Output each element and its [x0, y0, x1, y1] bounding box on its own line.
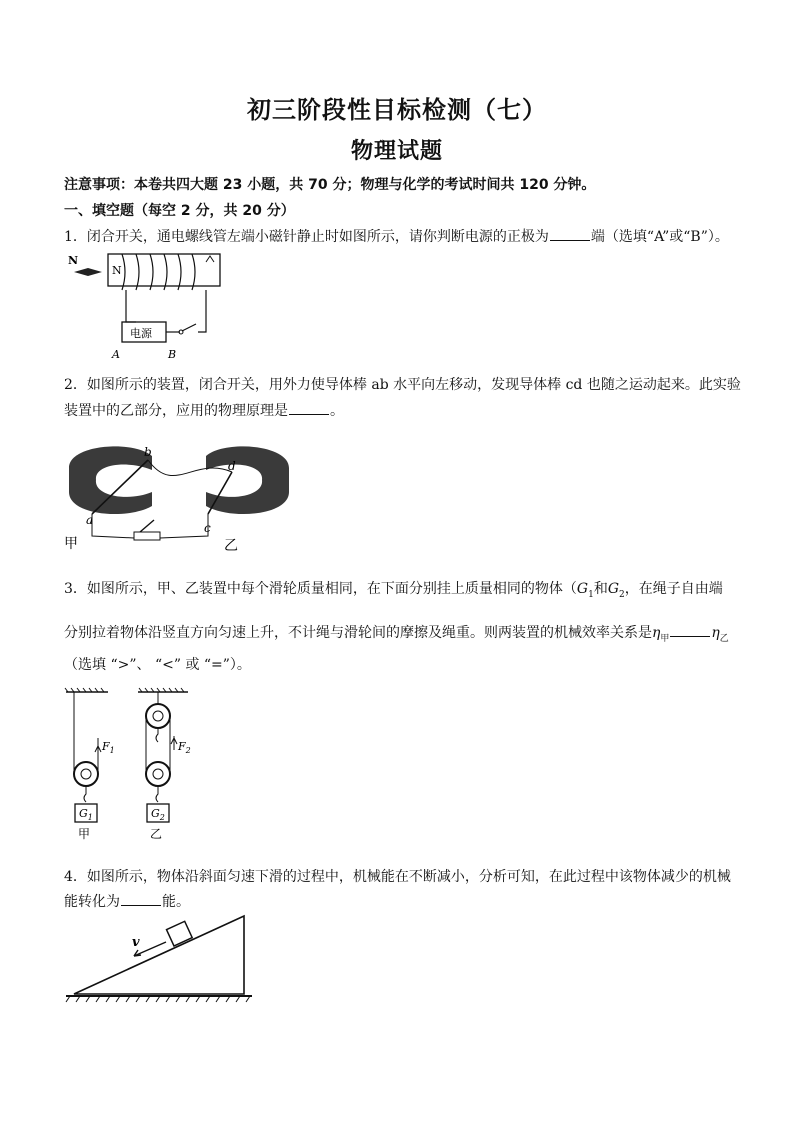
q3-g2-sub: 2	[619, 589, 625, 600]
right-wire	[198, 290, 206, 332]
block-g2-label: $G_2$	[151, 807, 165, 822]
rod-b-label: b	[144, 445, 152, 459]
q3-g2: G	[607, 581, 620, 597]
q3-blank	[670, 624, 710, 637]
q1-blank	[550, 228, 590, 241]
yi-label: 乙	[150, 827, 163, 841]
q3-g1: G	[576, 581, 589, 597]
bottom-wire	[92, 514, 208, 538]
question-4-line-1: 4．如图所示，物体沿斜面匀速下滑的过程中，机械能在不断减小，分析可知，在此过程中该物体减少的机械	[64, 869, 731, 885]
switch-base	[134, 532, 160, 540]
block-g1-label: $G_1$	[79, 807, 93, 822]
q2-blank	[289, 402, 329, 415]
needle-n-label: N	[68, 254, 79, 267]
fixed-pulley-hub	[153, 711, 163, 721]
question-3-line-2	[64, 622, 729, 644]
question-3-line-3: （选填 “>”、 “<” 或 “=”）。	[64, 657, 251, 673]
coil-n-label: N	[112, 264, 122, 277]
fixed-pulley-yi-icon	[146, 704, 170, 728]
q3-eta-1-sub: 甲	[660, 633, 670, 644]
power-source-label: 电源	[130, 327, 152, 340]
question-4-line-2	[64, 891, 190, 911]
switch-lever	[140, 520, 154, 532]
q2-text-before: 装置中的乙部分，应用的物理原理是	[64, 403, 288, 419]
q3-eta-2: η	[711, 625, 720, 641]
current-arrow-icon	[206, 256, 214, 262]
hook-top-yi-icon	[156, 728, 158, 742]
q1-text-before: 1．闭合开关，通电螺线管左端小磁针静止时如图所示，请你判断电源的正极为	[64, 229, 549, 245]
q3-he: 和	[593, 581, 608, 597]
compass-needle-icon	[74, 268, 102, 276]
movable-pulley-hub	[153, 769, 163, 779]
yi-label: 乙	[224, 538, 238, 554]
switch-lever	[182, 324, 196, 331]
jia-label: 甲	[64, 536, 78, 552]
q1-text-after: 端（选填“A”或“B”）。	[590, 229, 729, 245]
q4-figure	[66, 910, 256, 1006]
question-2-line-1: 2．如图所示的装置，闭合开关，用外力使导体棒 ab 水平向左移动，发现导体棒 cd 也随之运动起来。此实验	[64, 377, 741, 393]
question-3-line-1	[64, 578, 723, 600]
rod-c-label: c	[204, 521, 211, 535]
force-f2-label: $F_2$	[178, 740, 191, 755]
notice-text: 注意事项：本卷共四大题 23 小题，共 70 分；物理与化学的考试时间共 120 分钟。	[64, 177, 596, 193]
q3-text-c: 分别拉着物体沿竖直方向匀速上升，不计绳与滑轮间的摩擦及绳重。则两装置的机械效率关系是	[64, 625, 652, 641]
movable-pulley-yi-icon	[146, 762, 170, 786]
q4-text-before: 能转化为	[64, 894, 120, 910]
rod-d-label: d	[228, 459, 236, 473]
exam-title: 初三阶段性目标检测（七）	[247, 96, 547, 124]
q4-blank	[121, 893, 161, 906]
hook-yi-icon	[156, 786, 158, 802]
question-1	[64, 226, 729, 246]
terminal-b-label: B	[168, 348, 177, 361]
subject-title: 物理试题	[350, 139, 443, 164]
q3-text-b: ，在绳子自由端	[624, 581, 723, 597]
jia-label: 甲	[78, 827, 91, 841]
force-f1-label: $F_1$	[102, 740, 115, 755]
pulley-jia-hub	[81, 769, 91, 779]
q4-text-after: 能。	[162, 894, 190, 910]
q3-eta-2-sub: 乙	[719, 633, 729, 644]
magnet-jia	[69, 446, 152, 514]
q3-figure	[64, 686, 204, 846]
hook-jia-icon	[84, 786, 86, 802]
q2-text-after: 。	[330, 403, 344, 419]
incline	[74, 916, 244, 994]
rod-a-label: a	[86, 513, 94, 527]
q3-text-a: 3．如图所示，甲、乙装置中每个滑轮质量相同，在下面分别挂上质量相同的物体（	[64, 581, 577, 597]
left-wire	[126, 290, 136, 322]
terminal-a-label: A	[112, 348, 120, 361]
section-heading: 一、填空题（每空 2 分，共 20 分）	[64, 203, 295, 219]
q1-figure	[64, 250, 234, 365]
pulley-jia-icon	[74, 762, 98, 786]
q3-g1-sub: 1	[588, 589, 594, 600]
q2-figure	[64, 436, 294, 556]
question-2-line-2	[64, 400, 344, 420]
magnet-yi	[206, 446, 289, 514]
solenoid-coil	[122, 254, 195, 290]
velocity-label: v	[132, 935, 140, 950]
q3-eta-1: η	[652, 625, 661, 641]
